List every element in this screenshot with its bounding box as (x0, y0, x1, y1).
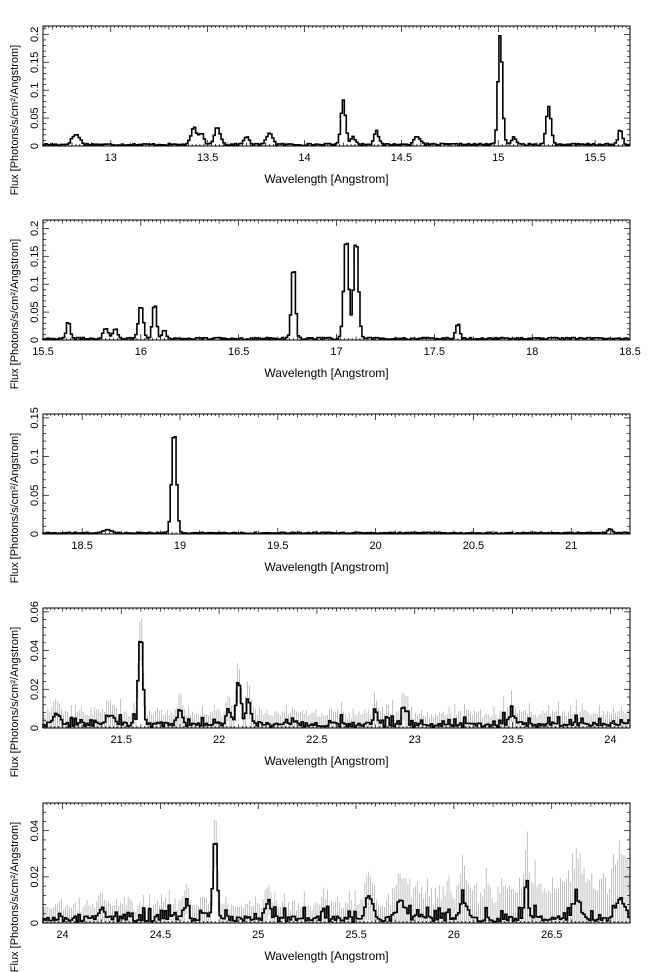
x-tick-label: 18 (526, 346, 539, 358)
spectrum-panel-4 (9, 601, 630, 777)
spectrum-panel-2 (9, 220, 641, 389)
x-tick-label: 20 (369, 540, 382, 552)
y-axis-label: Flux [Photons/s/cm²/Angstrom] (9, 44, 21, 196)
x-tick-label: 25 (252, 929, 265, 941)
x-tick-label: 15.5 (584, 152, 606, 164)
y-tick-label: 0.04 (29, 819, 41, 842)
x-tick-label: 20.5 (462, 540, 485, 552)
y-tick-label: 0.06 (29, 601, 41, 623)
y-tick-label: 0.1 (29, 448, 41, 465)
x-tick-label: 15 (492, 152, 505, 164)
x-tick-label: 26 (447, 929, 461, 941)
x-tick-label: 19.5 (267, 540, 289, 552)
x-tick-label: 15.5 (32, 346, 54, 358)
spectrum-histogram (43, 437, 630, 534)
error-bars (44, 820, 629, 923)
y-tick-label: 0.2 (29, 26, 41, 43)
y-axis-label: Flux [Photons/s/cm²/Angstrom] (9, 238, 21, 390)
y-tick-label: 0.04 (29, 639, 41, 662)
y-tick-label: 0 (29, 142, 41, 150)
x-tick-label: 18.5 (619, 346, 641, 358)
x-tick-label: 13.5 (196, 152, 219, 164)
y-tick-label: 0 (29, 336, 41, 344)
plot-frame (43, 608, 630, 728)
x-axis-label: Wavelength [Angstrom] (264, 754, 389, 768)
plot-frame (43, 220, 630, 340)
error-bars (44, 619, 629, 728)
plot-frame (43, 26, 630, 146)
y-tick-label: 0 (29, 530, 41, 538)
x-tick-label: 17.5 (423, 346, 446, 358)
x-tick-label: 16 (134, 346, 147, 358)
x-tick-label: 24 (604, 734, 617, 746)
x-axis-label: Wavelength [Angstrom] (264, 560, 389, 574)
y-tick-label: 0 (29, 724, 41, 732)
x-axis-label: Wavelength [Angstrom] (264, 172, 389, 186)
y-axis-label: Flux [Photons/s/cm²/Angstrom] (9, 626, 21, 778)
y-tick-label: 0.02 (29, 866, 41, 888)
x-tick-label: 22 (212, 734, 226, 746)
x-tick-label: 18.5 (71, 540, 93, 552)
y-tick-label: 0.05 (29, 484, 41, 507)
y-tick-label: 0.15 (29, 51, 41, 73)
y-tick-label: 0.2 (29, 220, 41, 237)
x-tick-label: 22.5 (306, 734, 328, 746)
x-tick-label: 26.5 (541, 929, 563, 941)
y-tick-label: 0.05 (29, 301, 41, 323)
y-tick-label: 0 (29, 919, 41, 927)
spectrum-histogram (43, 642, 630, 728)
y-tick-label: 0.05 (29, 107, 41, 129)
y-tick-label: 0.15 (29, 245, 41, 267)
x-axis-label: Wavelength [Angstrom] (264, 949, 389, 963)
y-tick-label: 0.1 (29, 276, 41, 292)
x-tick-label: 23 (408, 734, 421, 746)
spectrum-panel-1 (9, 26, 630, 195)
y-tick-label: 0.02 (29, 678, 41, 701)
x-tick-label: 25.5 (345, 929, 367, 941)
spectrum-histogram (43, 36, 630, 146)
x-tick-label: 17 (330, 346, 343, 358)
spectrum-histogram (43, 244, 630, 340)
x-tick-label: 19 (173, 540, 187, 552)
y-axis-label: Flux [Photons/s/cm²/Angstrom] (9, 432, 21, 584)
x-tick-label: 21.5 (110, 734, 132, 746)
spectrum-panel-3 (9, 407, 630, 583)
spectrum-histogram (43, 844, 630, 923)
x-tick-label: 16.5 (227, 346, 250, 358)
x-tick-label: 21 (565, 540, 578, 552)
x-tick-label: 14.5 (390, 152, 413, 164)
y-tick-label: 0.1 (29, 82, 41, 98)
x-tick-label: 23.5 (501, 734, 524, 746)
x-tick-label: 14 (298, 152, 311, 164)
plot-frame (43, 414, 630, 534)
x-tick-label: 24.5 (149, 929, 172, 941)
x-tick-label: 24 (56, 929, 69, 941)
x-tick-label: 13 (104, 152, 117, 164)
y-axis-label: Flux [Photons/s/cm²/Angstrom] (9, 821, 21, 972)
spectrum-panel-5 (9, 803, 630, 972)
x-axis-label: Wavelength [Angstrom] (264, 366, 389, 380)
y-tick-label: 0.15 (29, 407, 41, 429)
plot-frame (43, 803, 630, 923)
